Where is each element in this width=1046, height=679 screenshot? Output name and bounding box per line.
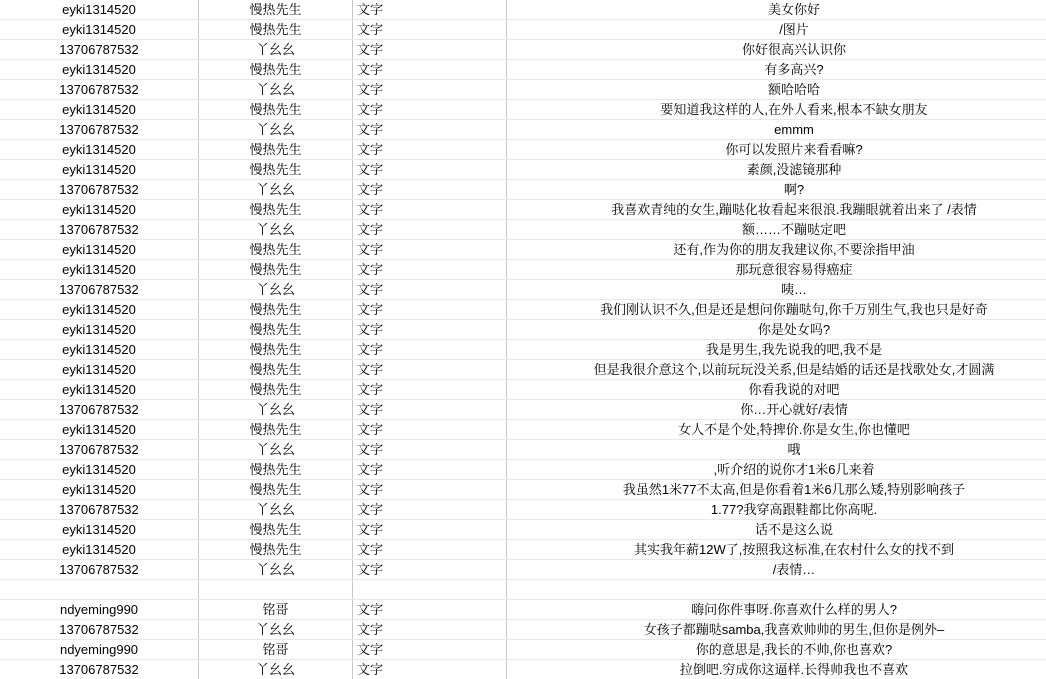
cell-nickname[interactable]: 丫幺幺 — [199, 40, 353, 60]
cell-sender-id[interactable]: 13706787532 — [0, 120, 199, 140]
table-row[interactable] — [0, 540, 1046, 560]
cell-message[interactable]: 我喜欢青纯的女生,蹦哒化妆看起来很浪.我蹦眼就着出来了 /表情 — [507, 200, 1046, 220]
table-row[interactable] — [0, 200, 1046, 220]
cell-sender-id[interactable]: ndyeming990 — [0, 600, 199, 620]
cell-msg-type[interactable]: 文字 — [353, 600, 507, 620]
cell-message[interactable]: 啊? — [507, 180, 1046, 200]
cell-message[interactable]: 我是男生,我先说我的吧,我不是 — [507, 340, 1046, 360]
cell-msg-type[interactable]: 文字 — [353, 20, 507, 40]
cell-msg-type[interactable]: 文字 — [353, 420, 507, 440]
cell-message[interactable]: 1.77?我穿高跟鞋都比你高呢. — [507, 500, 1046, 520]
cell-message[interactable]: 素颜,没滤镜那种 — [507, 160, 1046, 180]
table-row[interactable] — [0, 120, 1046, 140]
cell-message[interactable]: ,听介绍的说你才1米6几来着 — [507, 460, 1046, 480]
table-row[interactable] — [0, 320, 1046, 340]
table-row[interactable] — [0, 620, 1046, 640]
table-row[interactable] — [0, 40, 1046, 60]
cell-sender-id[interactable]: 13706787532 — [0, 220, 199, 240]
cell-message[interactable]: 那玩意很容易得癌症 — [507, 260, 1046, 280]
cell-message[interactable]: 你的意思是,我长的不帅,你也喜欢? — [507, 640, 1046, 660]
cell-sender-id[interactable]: 13706787532 — [0, 560, 199, 580]
table-row[interactable] — [0, 60, 1046, 80]
table-row[interactable] — [0, 400, 1046, 420]
cell-message[interactable]: 美女你好 — [507, 0, 1046, 20]
cell-msg-type[interactable]: 文字 — [353, 200, 507, 220]
table-row[interactable] — [0, 220, 1046, 240]
cell-sender-id[interactable]: eyki1314520 — [0, 540, 199, 560]
cell-nickname[interactable]: 慢热先生 — [199, 320, 353, 340]
table-row[interactable] — [0, 340, 1046, 360]
table-row[interactable] — [0, 480, 1046, 500]
cell-msg-type[interactable]: 文字 — [353, 280, 507, 300]
table-row[interactable] — [0, 180, 1046, 200]
cell-msg-type[interactable]: 文字 — [353, 160, 507, 180]
cell-nickname[interactable]: 慢热先生 — [199, 520, 353, 540]
cell-sender-id[interactable]: 13706787532 — [0, 620, 199, 640]
cell-msg-type[interactable]: 文字 — [353, 120, 507, 140]
cell-nickname[interactable]: 慢热先生 — [199, 360, 353, 380]
table-row[interactable] — [0, 560, 1046, 580]
cell-sender-id[interactable]: 13706787532 — [0, 180, 199, 200]
cell-message[interactable]: /表情… — [507, 560, 1046, 580]
table-row[interactable] — [0, 300, 1046, 320]
cell-sender-id[interactable]: 13706787532 — [0, 40, 199, 60]
cell-nickname[interactable]: 丫幺幺 — [199, 220, 353, 240]
cell-message[interactable]: 额……不蹦哒定吧 — [507, 220, 1046, 240]
cell-sender-id[interactable]: eyki1314520 — [0, 340, 199, 360]
cell-nickname[interactable]: 慢热先生 — [199, 480, 353, 500]
cell-message[interactable]: 拉倒吧.穷成你这逼样.长得帅我也不喜欢 — [507, 660, 1046, 679]
cell-msg-type[interactable]: 文字 — [353, 620, 507, 640]
cell-msg-type[interactable]: 文字 — [353, 380, 507, 400]
cell-msg-type[interactable]: 文字 — [353, 40, 507, 60]
cell-sender-id[interactable]: eyki1314520 — [0, 100, 199, 120]
table-row[interactable] — [0, 420, 1046, 440]
cell-nickname[interactable]: 丫幺幺 — [199, 560, 353, 580]
cell-nickname[interactable]: 慢热先生 — [199, 380, 353, 400]
cell-nickname[interactable]: 慢热先生 — [199, 200, 353, 220]
cell-sender-id[interactable]: eyki1314520 — [0, 240, 199, 260]
cell-sender-id[interactable]: eyki1314520 — [0, 300, 199, 320]
table-row[interactable] — [0, 600, 1046, 620]
cell-nickname[interactable]: 丫幺幺 — [199, 120, 353, 140]
cell-msg-type[interactable]: 文字 — [353, 400, 507, 420]
cell-nickname[interactable]: 丫幺幺 — [199, 500, 353, 520]
cell-msg-type[interactable]: 文字 — [353, 180, 507, 200]
cell-message[interactable]: 其实我年薪12W了,按照我这标准,在农村什么女的找不到 — [507, 540, 1046, 560]
cell-message[interactable]: 你看我说的对吧 — [507, 380, 1046, 400]
cell-sender-id[interactable]: eyki1314520 — [0, 360, 199, 380]
cell-sender-id[interactable]: eyki1314520 — [0, 60, 199, 80]
cell-sender-id[interactable]: 13706787532 — [0, 500, 199, 520]
cell-nickname[interactable]: 慢热先生 — [199, 100, 353, 120]
cell-nickname[interactable]: 慢热先生 — [199, 300, 353, 320]
cell-message[interactable]: 你好很高兴认识你 — [507, 40, 1046, 60]
cell-sender-id[interactable]: eyki1314520 — [0, 20, 199, 40]
cell-sender-id[interactable] — [0, 580, 199, 600]
cell-nickname[interactable]: 慢热先生 — [199, 0, 353, 20]
cell-nickname[interactable]: 慢热先生 — [199, 460, 353, 480]
cell-sender-id[interactable]: eyki1314520 — [0, 260, 199, 280]
cell-message[interactable]: 我虽然1米77不太高,但是你看着1米6几那么矮,特别影响孩子 — [507, 480, 1046, 500]
cell-msg-type[interactable]: 文字 — [353, 640, 507, 660]
cell-nickname[interactable]: 丫幺幺 — [199, 440, 353, 460]
table-row[interactable] — [0, 360, 1046, 380]
cell-message[interactable]: 咦… — [507, 280, 1046, 300]
table-row[interactable] — [0, 640, 1046, 660]
cell-sender-id[interactable]: 13706787532 — [0, 440, 199, 460]
cell-msg-type[interactable]: 文字 — [353, 440, 507, 460]
cell-message[interactable]: emmm — [507, 120, 1046, 140]
cell-sender-id[interactable]: eyki1314520 — [0, 0, 199, 20]
cell-message[interactable]: 我们刚认识不久,但是还是想问你蹦哒句,你千万别生气,我也只是好奇 — [507, 300, 1046, 320]
cell-message[interactable]: 还有,作为你的朋友我建议你,不要涂指甲油 — [507, 240, 1046, 260]
cell-message[interactable]: 要知道我这样的人,在外人看来,根本不缺女朋友 — [507, 100, 1046, 120]
cell-sender-id[interactable]: eyki1314520 — [0, 380, 199, 400]
cell-nickname[interactable]: 慢热先生 — [199, 260, 353, 280]
cell-sender-id[interactable]: eyki1314520 — [0, 320, 199, 340]
cell-nickname[interactable]: 慢热先生 — [199, 20, 353, 40]
cell-message[interactable]: 话不是这么说 — [507, 520, 1046, 540]
table-row[interactable] — [0, 160, 1046, 180]
cell-msg-type[interactable]: 文字 — [353, 660, 507, 679]
cell-msg-type[interactable]: 文字 — [353, 340, 507, 360]
cell-nickname[interactable]: 慢热先生 — [199, 160, 353, 180]
cell-message[interactable]: 哦 — [507, 440, 1046, 460]
cell-msg-type[interactable]: 文字 — [353, 100, 507, 120]
table-row[interactable] — [0, 80, 1046, 100]
table-row[interactable] — [0, 20, 1046, 40]
table-row[interactable] — [0, 440, 1046, 460]
cell-nickname[interactable]: 丫幺幺 — [199, 660, 353, 679]
table-row[interactable] — [0, 580, 1046, 600]
cell-message[interactable]: 你…开心就好/表情 — [507, 400, 1046, 420]
table-row[interactable] — [0, 500, 1046, 520]
cell-message[interactable] — [507, 580, 1046, 600]
cell-nickname[interactable]: 丫幺幺 — [199, 280, 353, 300]
cell-nickname[interactable]: 丫幺幺 — [199, 180, 353, 200]
cell-message[interactable]: /图片 — [507, 20, 1046, 40]
cell-msg-type[interactable]: 文字 — [353, 500, 507, 520]
table-row[interactable] — [0, 140, 1046, 160]
table-row[interactable] — [0, 100, 1046, 120]
cell-msg-type[interactable]: 文字 — [353, 320, 507, 340]
cell-sender-id[interactable]: ndyeming990 — [0, 640, 199, 660]
table-row[interactable] — [0, 460, 1046, 480]
cell-msg-type[interactable]: 文字 — [353, 0, 507, 20]
cell-message[interactable]: 你是处女吗? — [507, 320, 1046, 340]
cell-message[interactable]: 额哈哈哈 — [507, 80, 1046, 100]
table-row[interactable] — [0, 0, 1046, 20]
table-row[interactable] — [0, 260, 1046, 280]
table-row[interactable] — [0, 280, 1046, 300]
cell-sender-id[interactable]: eyki1314520 — [0, 200, 199, 220]
cell-msg-type[interactable]: 文字 — [353, 240, 507, 260]
cell-message[interactable]: 嗨问你件事呀.你喜欢什么样的男人? — [507, 600, 1046, 620]
cell-sender-id[interactable]: 13706787532 — [0, 280, 199, 300]
cell-sender-id[interactable]: eyki1314520 — [0, 160, 199, 180]
cell-message[interactable]: 你可以发照片来看看嘛? — [507, 140, 1046, 160]
cell-msg-type[interactable]: 文字 — [353, 480, 507, 500]
cell-sender-id[interactable]: 13706787532 — [0, 660, 199, 679]
cell-sender-id[interactable]: eyki1314520 — [0, 460, 199, 480]
cell-msg-type[interactable]: 文字 — [353, 560, 507, 580]
cell-nickname[interactable]: 慢热先生 — [199, 540, 353, 560]
cell-nickname[interactable]: 铭哥 — [199, 600, 353, 620]
cell-message[interactable]: 女人不是个处,特捭价.你是女生,你也懂吧 — [507, 420, 1046, 440]
cell-sender-id[interactable]: eyki1314520 — [0, 140, 199, 160]
cell-sender-id[interactable]: eyki1314520 — [0, 480, 199, 500]
cell-message[interactable]: 有多高兴? — [507, 60, 1046, 80]
cell-nickname[interactable]: 丫幺幺 — [199, 620, 353, 640]
cell-msg-type[interactable]: 文字 — [353, 300, 507, 320]
cell-msg-type[interactable]: 文字 — [353, 80, 507, 100]
cell-sender-id[interactable]: eyki1314520 — [0, 420, 199, 440]
cell-nickname[interactable]: 丫幺幺 — [199, 400, 353, 420]
cell-sender-id[interactable]: 13706787532 — [0, 400, 199, 420]
cell-message[interactable]: 但是我很介意这个,以前玩玩没关系,但是结婚的话还是找歌处女,才圆满 — [507, 360, 1046, 380]
cell-nickname[interactable]: 慢热先生 — [199, 140, 353, 160]
table-row[interactable] — [0, 240, 1046, 260]
cell-msg-type[interactable]: 文字 — [353, 520, 507, 540]
cell-nickname[interactable]: 慢热先生 — [199, 340, 353, 360]
cell-nickname[interactable]: 慢热先生 — [199, 240, 353, 260]
cell-msg-type[interactable]: 文字 — [353, 60, 507, 80]
cell-nickname[interactable]: 慢热先生 — [199, 60, 353, 80]
cell-message[interactable]: 女孩子都蹦哒samba,我喜欢帅帅的男生,但你是例外– — [507, 620, 1046, 640]
table-row[interactable] — [0, 380, 1046, 400]
cell-msg-type[interactable]: 文字 — [353, 260, 507, 280]
cell-msg-type[interactable]: 文字 — [353, 360, 507, 380]
table-row[interactable] — [0, 520, 1046, 540]
cell-msg-type[interactable]: 文字 — [353, 220, 507, 240]
cell-sender-id[interactable]: eyki1314520 — [0, 520, 199, 540]
cell-nickname[interactable] — [199, 580, 353, 600]
cell-nickname[interactable]: 丫幺幺 — [199, 80, 353, 100]
cell-msg-type[interactable]: 文字 — [353, 140, 507, 160]
cell-msg-type[interactable] — [353, 580, 507, 600]
cell-nickname[interactable]: 铭哥 — [199, 640, 353, 660]
cell-msg-type[interactable]: 文字 — [353, 460, 507, 480]
cell-msg-type[interactable]: 文字 — [353, 540, 507, 560]
table-row[interactable] — [0, 660, 1046, 679]
cell-nickname[interactable]: 慢热先生 — [199, 420, 353, 440]
cell-sender-id[interactable]: 13706787532 — [0, 80, 199, 100]
